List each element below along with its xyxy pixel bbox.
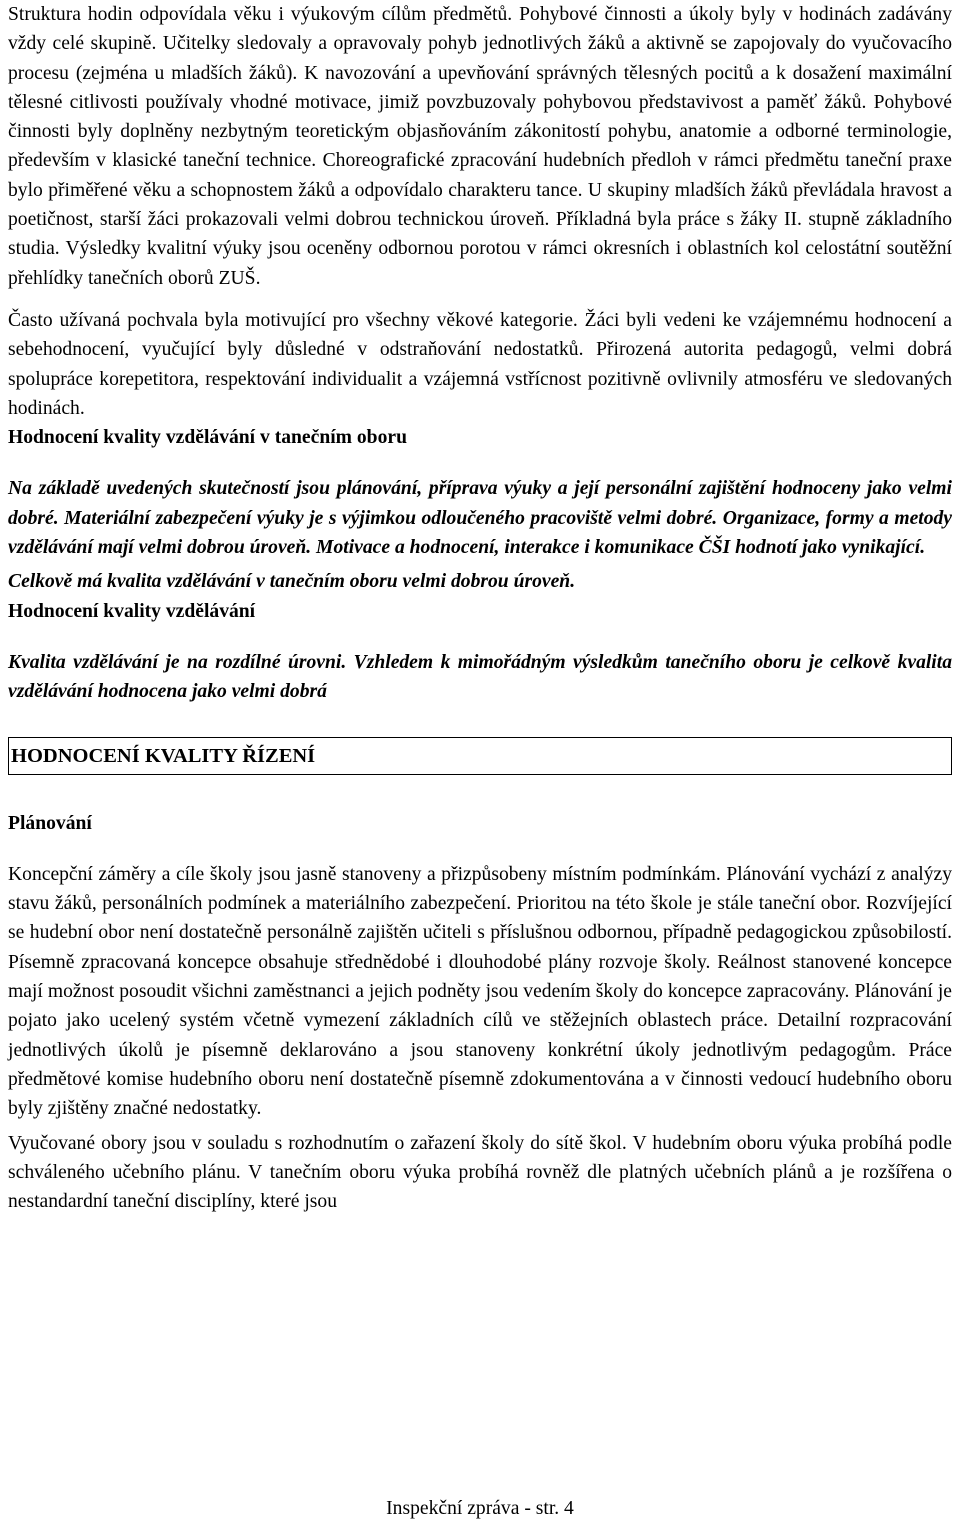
- paragraph-taught-subjects: Vyučované obory jsou v souladu s rozhodnutím o zařazení školy do sítě škol. V hudebním oboru výuka probíhá podle schváleného učebního plánu. V tanečním oboru výuka probíhá rovněž dle platných učebních plánů a je rozšířena o nestandardní taneční disciplíny, které jsou: [8, 1132, 952, 1213]
- heading-planning: Plánování: [8, 812, 92, 834]
- paragraph-lesson-structure: Struktura hodin odpovídala věku i výukovým cílům předmětů. Pohybové činnosti a úkoly byly v hodinách zadávány vždy celé skupině. Učitelky sledovaly a opravovaly pohyb jednotlivých žáků a aktivně se zapojovaly do vyučovacího procesu (zejména u mladších žáků). K navozování a upevňování správných tělesných pocitů a k dosažení maximální tělesné citlivosti používaly vhodné motivace, jimiž povzbuzovaly pohybovou představivost a paměť žáků. Pohybové činnosti byly doplněny nezbytným teoretickým objasňováním zákonitostí pohybu, anatomie a odborné terminologie, především v klasické taneční technice. Choreografické zpracování hudebních předloh v rámci předmětu taneční praxe bylo přiměřené věku a schopnostem žáků a odpovídalo charakteru tance. U skupiny mladších žáků převládala hravost a poetičnost, starší žáci prokazovali velmi dobrou technickou úroveň. Příkladná byla práce s žáky II. stupně základního studia. Výsledky kvalitní výuky jsou oceněny odbornou porotou v rámci okresních i oblastních kol celostátní soutěžní přehlídky tanečních oborů ZUŠ.: [8, 4, 952, 289]
- heading-education-quality: Hodnocení kvality vzdělávání: [8, 600, 256, 622]
- heading-dance-quality: Hodnocení kvality vzdělávání v tanečním oboru: [8, 427, 407, 449]
- paragraph-planning: Koncepční záměry a cíle školy jsou jasně stanoveny a přizpůsobeny místním podmínkám. Plánování vychází z analýzy stavu žáků, personálních podmínek a materiálního zabezpečení. Prioritou na této škole je stále taneční obor. Rozvíjející se hudební obor není dostatečně personálně zajištěn učiteli s příslušnou odbornou, případně pedagogickou způsobilostí. Písemně zpracovaná koncepce obsahuje střednědobé i dlouhodobé plány rozvoje školy. Reálnost stanovené koncepce mají možnost posoudit všichni zaměstnanci a jejich podněty jsou vedením školy do koncepce zapracovány. Plánování je pojato jako ucelený systém včetně vymezení základních cílů ve stěžejních oblastech práce. Detailní rozpracování jednotlivých úkolů je písemně deklarováno a jsou stanoveny konkrétní úkoly jednotlivým pedagogům. Práce předmětové komise hudebního oboru není dostatečně písemně zdokumentována a v činnosti vedoucí hudebního oboru byly zjištěny značné nedostatky.: [8, 863, 952, 1120]
- paragraph-motivation: Často užívaná pochvala byla motivující pro všechny věkové kategorie. Žáci byli vedeni ke vzájemnému hodnocení a sebehodnocení, vyučující byly důsledné v odstraňování nedostatků. Přirozená autorita pedagogů, velmi dobrá spolupráce korepetitora, respektování individualit a vzájemná vstřícnost pozitivně ovlivnily atmosféru ve sledovaných hodinách.: [8, 309, 952, 419]
- dance-overall-verdict: Celkově má kvalita vzdělávání v tanečním oboru velmi dobrou úroveň.: [8, 571, 576, 593]
- dance-evaluation-summary: Na základě uvedených skutečností jsou plánování, příprava výuky a její personální zajištění hodnoceny jako velmi dobré. Materiální zabezpečení výuky je s výjimkou odloučeného pracoviště velmi dobré. Organizace, formy a metody vzdělávání mají velmi dobrou úroveň. Motivace a hodnocení, interakce i komunikace ČŠI hodnotí jako vynikající.: [8, 478, 952, 559]
- education-quality-summary: Kvalita vzdělávání je na rozdílné úrovni. Vzhledem k mimořádným výsledkům tanečního oboru je celkově kvalita vzdělávání hodnocena jako velmi dobrá: [8, 651, 952, 703]
- heading-management-quality: HODNOCENÍ KVALITY ŘÍZENÍ: [8, 737, 952, 775]
- page-footer: Inspekční zpráva - str. 4: [386, 1498, 574, 1519]
- document-page: [8, 0, 952, 1216]
